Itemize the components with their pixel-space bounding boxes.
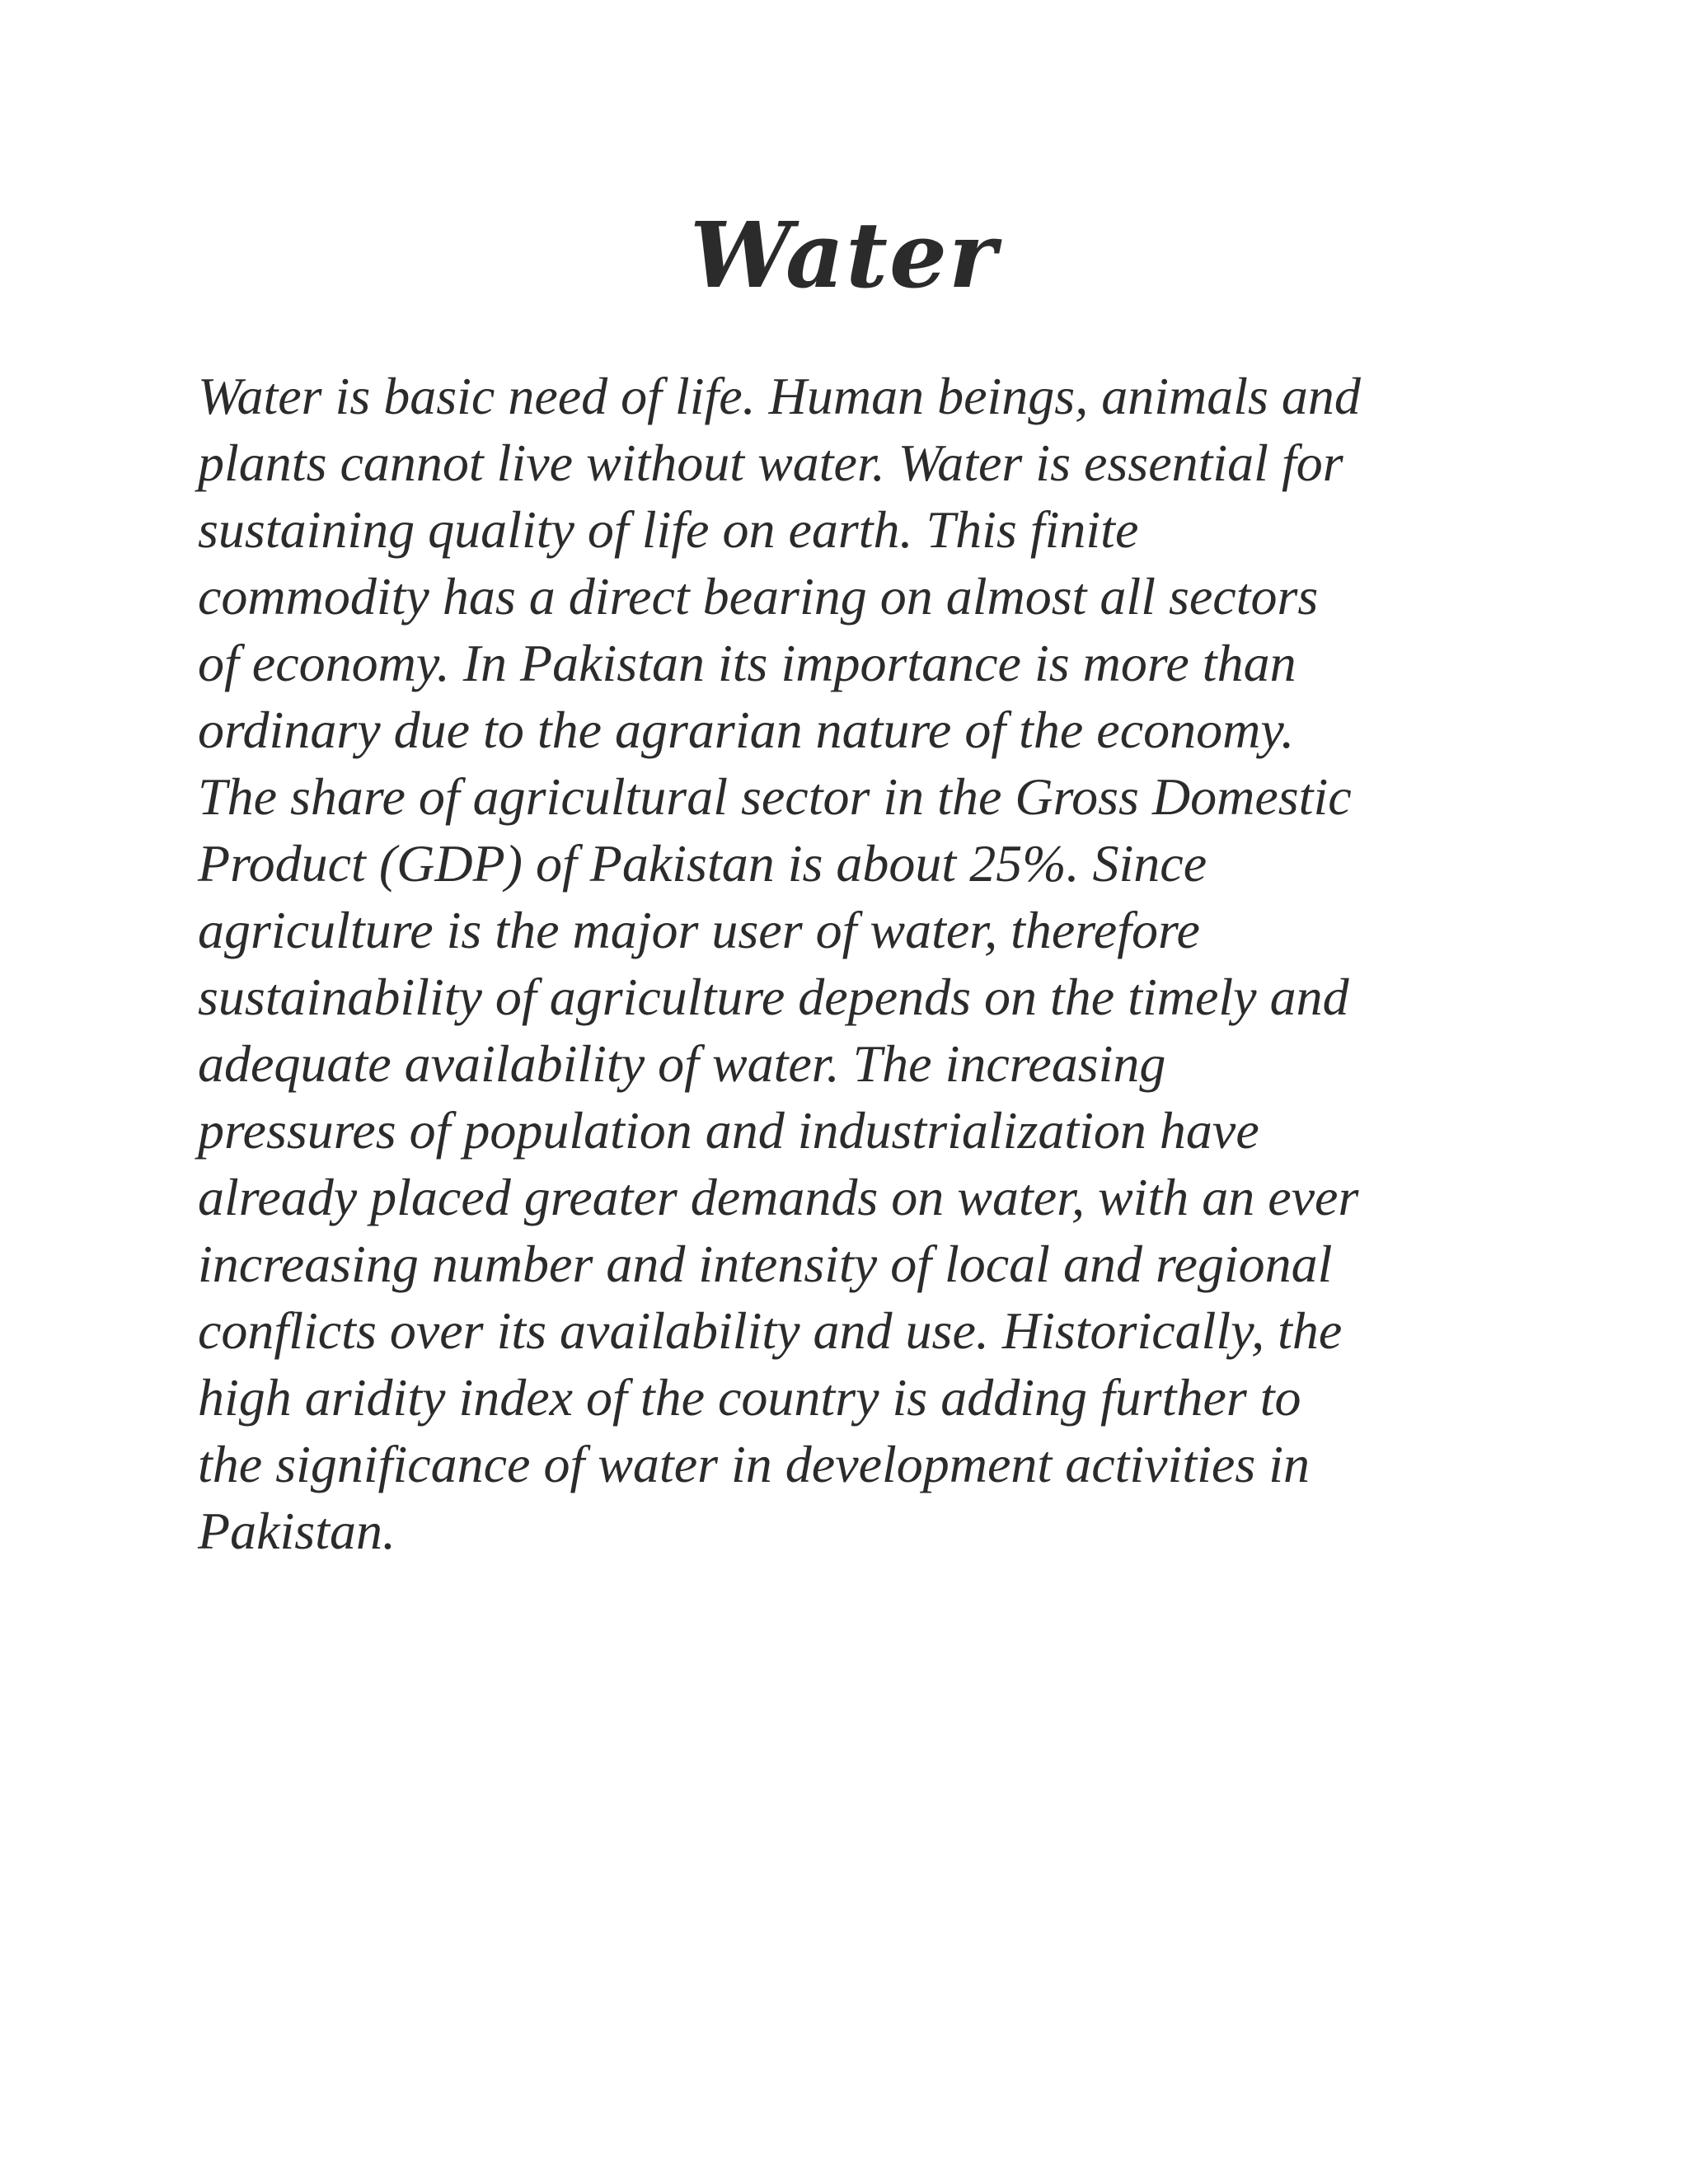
paragraph-line: already placed greater demands on water, with an ever [198,1168,1359,1226]
paragraph-line: the significance of water in development activities in [198,1435,1310,1493]
paragraph-line: pressures of population and industrialization have [198,1101,1259,1160]
paragraph-line: commodity has a direct bearing on almost all sectors [198,567,1319,626]
paragraph-line: Water is basic need of life. Human beings, animals and [198,367,1361,425]
paragraph-line: adequate availability of water. The increasing [198,1034,1166,1093]
paragraph-line: conflicts over its availability and use. Historically, the [198,1301,1343,1360]
paragraph-line: of economy. In Pakistan its importance is more than [198,634,1296,692]
paragraph-line: sustainability of agriculture depends on the timely and [198,968,1349,1026]
paragraph-line: agriculture is the major user of water, therefore [198,901,1200,959]
body-paragraph [198,363,1517,1564]
paragraph-line: sustaining quality of life on earth. This finite [198,500,1139,559]
paragraph-line: ordinary due to the agrarian nature of the economy. [198,701,1295,759]
paragraph-line: increasing number and intensity of local and regional [198,1235,1333,1293]
paragraph-line: The share of agricultural sector in the Gross Domestic [198,767,1352,826]
paragraph-line: high aridity index of the country is adding further to [198,1368,1301,1427]
paragraph-line: Pakistan. [198,1502,396,1560]
document-title: Water [690,202,998,308]
paragraph-line: plants cannot live without water. Water is essential for [198,434,1343,492]
paragraph-line: Product (GDP) of Pakistan is about 25%. Since [198,834,1207,893]
